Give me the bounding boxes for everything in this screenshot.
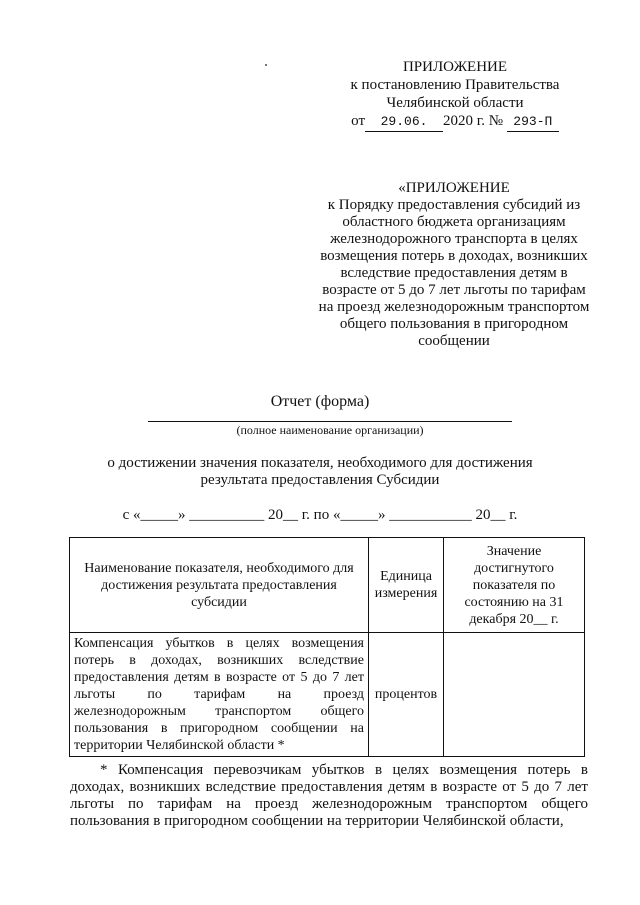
appendix-header: [330, 58, 580, 132]
report-title: Отчет (форма): [270, 393, 370, 410]
report-subject-line: о достижении значения показателя, необходимого для достижения: [107, 455, 533, 471]
date-value: 29.06.: [365, 113, 443, 132]
header-indicator-name: Наименование показателя, необходимого для достижения результата предоставления субсидии: [70, 538, 369, 633]
table-row: [70, 633, 585, 757]
resolution-number: 293-П: [507, 113, 559, 132]
report-subject-line: результата предоставления Субсидии: [200, 472, 440, 488]
year-label: 2020 г. №: [443, 113, 504, 129]
appendix-title: ПРИЛОЖЕНИЕ: [402, 59, 508, 75]
org-name-caption: (полное наименование организации): [236, 423, 424, 437]
org-name-line: [148, 421, 512, 422]
report-subject: [80, 455, 560, 489]
appendix-date-line: [330, 112, 580, 132]
indicator-name-cell: Компенсация убытков в целях возмещения потерь в доходах, возникших вследствие предоставления детям в возрасте от 5 до 7 лет льготы по тарифам на проезд железнодорожным транспортом общего пользования в пригородном сообщении на территории Челябинской области *: [70, 633, 369, 757]
indicator-table: [69, 537, 585, 757]
appendix-order-text: к Порядку предоставления субсидий из областного бюджета организациям железнодорожного транспорта в целях возмещения потерь в доходах, возникших вследствие предоставления детям в возрасте от 5 до 7 лет льготы по тарифам на проезд железнодорожным транспортом общего пользования в пригородном сообщении: [318, 197, 590, 349]
header-value: Значение достигнутого показателя по состоянию на 31 декабря 20__ г.: [444, 538, 585, 633]
appendix-line: Челябинской области: [386, 95, 524, 111]
scan-speck: [265, 64, 267, 66]
appendix-order-header: [318, 180, 590, 350]
value-cell: [444, 633, 585, 757]
table-header-row: [70, 538, 585, 633]
appendix-order-title: «ПРИЛОЖЕНИЕ: [398, 180, 510, 196]
footnote: * Компенсация перевозчикам убытков в целях возмещения потерь в доходах, возникших вследствие предоставления детям в возрасте от 5 до 7 лет льготы по тарифам на проезд железнодорожным транспортом общего пользования в пригородном сообщении на территории Челябинской области,: [70, 762, 588, 829]
appendix-line: к постановлению Правительства: [350, 77, 560, 93]
report-period: с «_____» __________ 20__ г. по «_____» ___________ 20__ г.: [122, 507, 518, 523]
header-unit: Единица измерения: [369, 538, 444, 633]
unit-cell: процентов: [369, 633, 444, 757]
from-label: от: [351, 113, 366, 129]
